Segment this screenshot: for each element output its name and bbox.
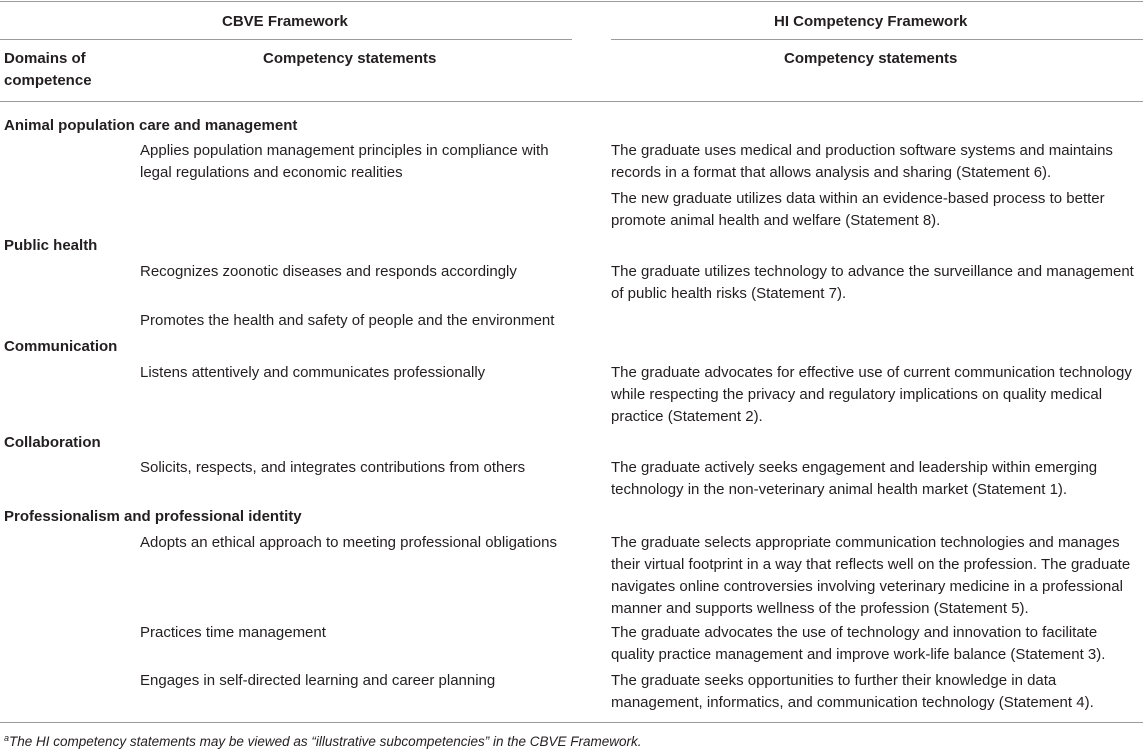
- cbve-statements-header: Competency statements: [263, 50, 437, 67]
- cbve-statement-line: Listens attentively and communicates professionally: [140, 364, 486, 381]
- domain-heading: Animal population care and management: [4, 117, 298, 134]
- hi-statement-line: The new graduate utilizes data within an evidence-based process to better: [611, 190, 1105, 207]
- hi-title-rule: [611, 39, 1143, 40]
- cbve-statement-line: Adopts an ethical approach to meeting professional obligations: [140, 534, 557, 551]
- footnote-text: The HI competency statements may be viewed as “illustrative subcompetencies” in the CBVE Framework.: [9, 734, 642, 749]
- hi-statement-line: manner and supports wellness of the profession (Statement 5).: [611, 600, 1029, 617]
- header-rule: [0, 101, 1143, 102]
- domains-header-line2: competence: [4, 72, 92, 89]
- hi-statement-line: The graduate seeks opportunities to further their knowledge in data: [611, 672, 1057, 689]
- hi-statement-line: The graduate advocates for effective use of current communication technology: [611, 364, 1132, 381]
- cbve-statement-line: Solicits, respects, and integrates contributions from others: [140, 459, 526, 476]
- hi-statement-line: The graduate uses medical and production software systems and maintains: [611, 142, 1113, 159]
- hi-statement-line: their virtual footprint in a way that reflects well on the profession. The graduate: [611, 556, 1131, 573]
- domain-heading: Communication: [4, 338, 118, 355]
- hi-statement-line: technology in the non-veterinary animal health market (Statement 1).: [611, 481, 1068, 498]
- cbve-title-rule: [0, 39, 572, 40]
- table-footnote: [4, 728, 642, 752]
- cbve-statement-line: Promotes the health and safety of people and the environment: [140, 312, 555, 329]
- domain-heading: Professionalism and professional identity: [4, 508, 302, 525]
- hi-statement-line: navigates online controversies involving veterinary medicine in a professional: [611, 578, 1123, 595]
- hi-statement-line: The graduate actively seeks engagement and leadership within emerging: [611, 459, 1098, 476]
- cbve-framework-title: CBVE Framework: [222, 13, 348, 30]
- hi-framework-title: HI Competency Framework: [774, 13, 968, 30]
- domains-header-line1: Domains of: [4, 50, 86, 67]
- hi-statement-line: The graduate selects appropriate communication technologies and manages: [611, 534, 1120, 551]
- hi-statement-line: practice (Statement 2).: [611, 408, 763, 425]
- hi-statements-header: Competency statements: [784, 50, 958, 67]
- hi-statement-line: promote animal health and welfare (Statement 8).: [611, 212, 941, 229]
- footnote-marker: a: [4, 733, 10, 743]
- cbve-statement-line: Practices time management: [140, 624, 326, 641]
- hi-statement-line: The graduate utilizes technology to advance the surveillance and management: [611, 263, 1134, 280]
- cbve-statement-line: Recognizes zoonotic diseases and responds accordingly: [140, 263, 517, 280]
- domain-heading: Collaboration: [4, 434, 101, 451]
- cbve-statement-line: Applies population management principles in compliance with: [140, 142, 549, 159]
- table-top-rule: [0, 1, 1143, 2]
- hi-statement-line: management, informatics, and communication technology (Statement 4).: [611, 694, 1094, 711]
- cbve-statement-line: legal regulations and economic realities: [140, 164, 403, 181]
- hi-statement-line: while respecting the privacy and regulatory implications on quality medical: [611, 386, 1103, 403]
- hi-statement-line: The graduate advocates the use of technology and innovation to facilitate: [611, 624, 1098, 641]
- hi-statement-line: quality practice management and improve work-life balance (Statement 3).: [611, 646, 1106, 663]
- hi-statement-line: of public health risks (Statement 7).: [611, 285, 847, 302]
- hi-statement-line: records in a format that allows analysis and sharing (Statement 6).: [611, 164, 1052, 181]
- table-bottom-rule: [0, 722, 1143, 723]
- domain-heading: Public health: [4, 237, 98, 254]
- cbve-statement-line: Engages in self-directed learning and career planning: [140, 672, 496, 689]
